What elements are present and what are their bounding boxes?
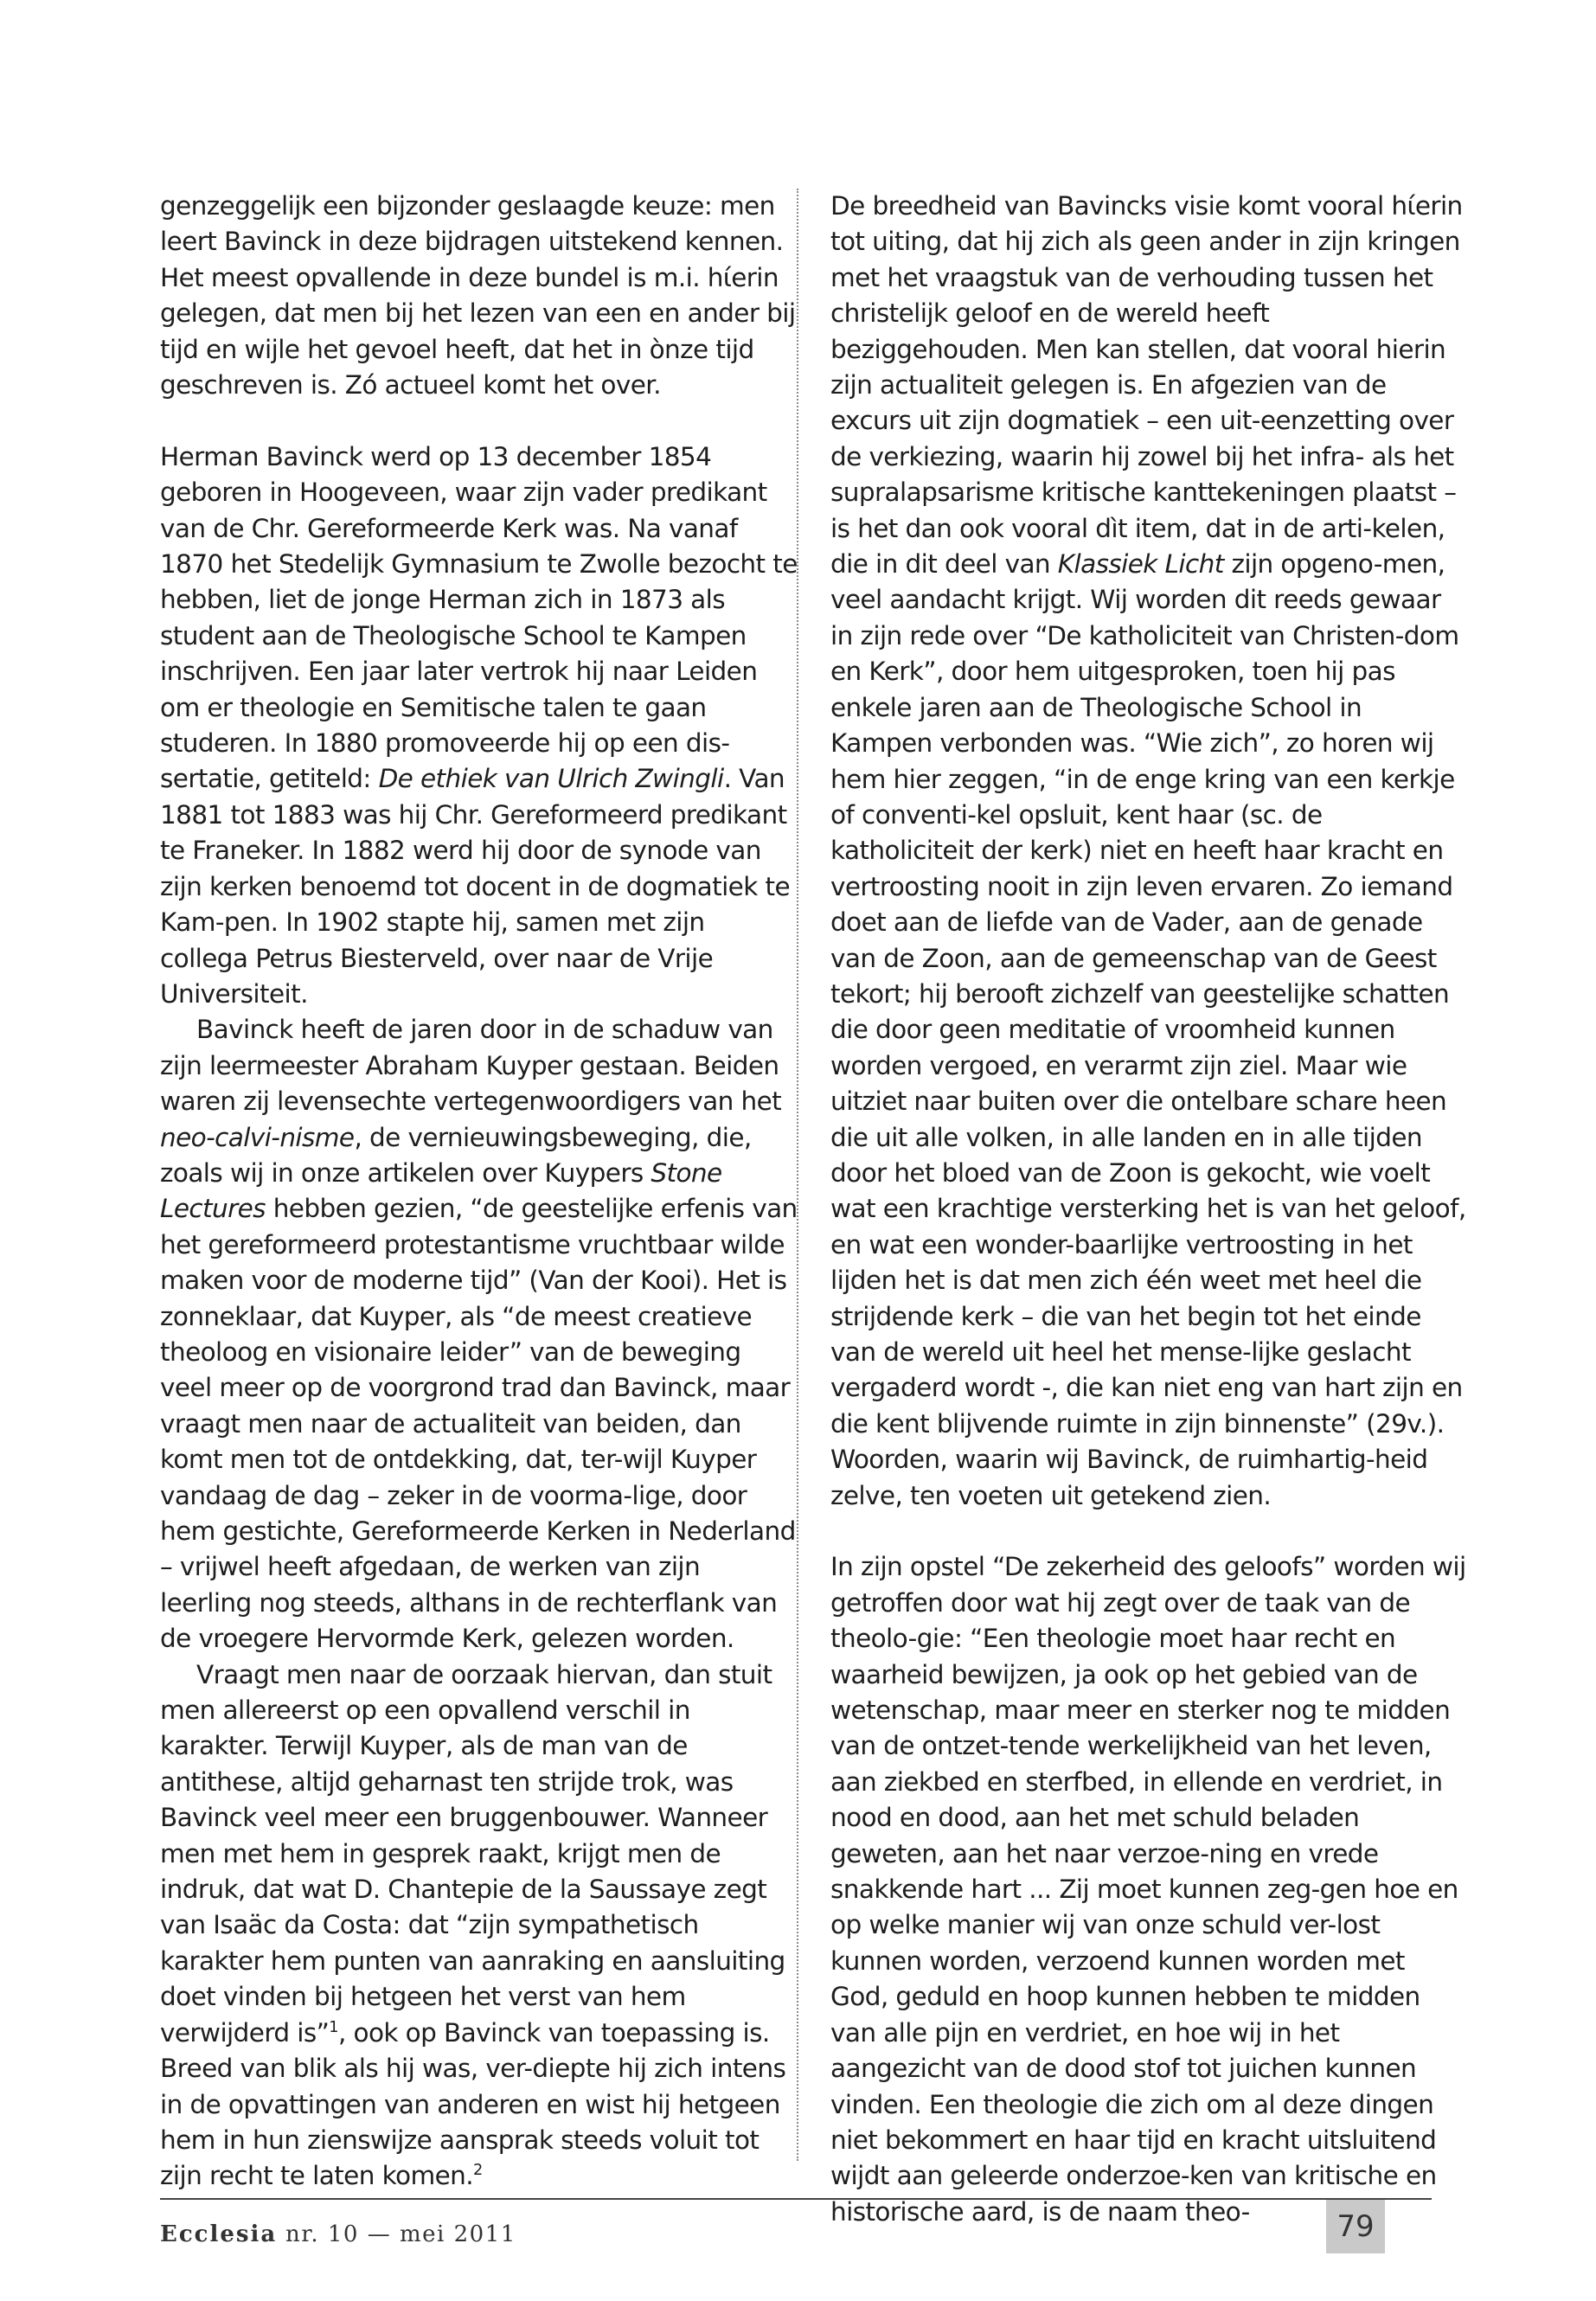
term-stone-lectures: Stone Lectures xyxy=(160,1157,722,1224)
footnote-ref-1[interactable]: 1 xyxy=(329,2018,338,2036)
book-title: De ethiek van Ulrich Zwingli xyxy=(378,764,724,794)
footer-rule xyxy=(160,2198,1432,2200)
text-run: zijn opgeno-men, veel aandacht krijgt. Wij worden dit reeds gewaar in zijn rede over “De katholiciteit van Christen-dom en Kerk”, door hem uitgesproken, toen hij pas enkele jaren aan de Theologische School in Kampen verbonden was. “Wie zich”, zo horen wij hem hier zeggen, “in de enge kring van een kerkje of conventi-kel opsluit, kent haar (sc. de katholiciteit der kerk) niet en heeft haar kracht en vertroosting nooit in zijn leven ervaren. Zo iemand doet aan de liefde van de Vader, aan de genade van de Zoon, aan de gemeenschap van de Geest tekort; hij berooft zichzelf van geestelijke schatten die door geen meditatie of vroomheid kunnen worden vergoed, en verarmt zijn ziel. Maar wie uitziet naar buiten over die ontelbare schare heen die uit alle volken, in alle landen en in alle tijden door het bloed van de Zoon is gekocht, wie voelt wat een krachtige versterking het is van het geloof, en wat een wonder-baarlijke vertroosting in het lijden het is dat men zich één weet met heel die strijdende kerk – die van het begin tot het einde van de wereld uit heel het mense-lijke geslacht vergaderd wordt -, die kan niet eng van hart zijn en die kent blijvende ruimte in zijn binnenste” (29v.). Woorden, waarin wij Bavinck, de ruimhartig-heid zelve, ten voeten uit getekend zien. xyxy=(830,549,1466,1510)
footnote-ref-2[interactable]: 2 xyxy=(473,2162,483,2180)
text-run: hebben gezien, “de geestelijke erfenis van het gereformeerd protestantisme vruchtbaar wilde maken voor de moderne tijd” (Van der Kooi). Het is zonneklaar, dat Kuyper, als “de meest creatieve theoloog en visionaire leider” van de beweging veel meer op de voorgrond trad dan Bavinck, maar vraagt men naar de actualiteit van beiden, dan komt men tot de ontdekking, dat, ter-wijl Kuyper vandaag de dag – zeker in de voorma-lige, door hem gestichte, Gereformeerde Kerken in Nederland – vrijwel heeft afgedaan, de werken van zijn leerling nog steeds, althans in de rechterflank van de vroegere Hervormde Kerk, gelezen worden. xyxy=(160,1194,798,1654)
text-run: , ook op Bavinck van toepassing is. Breed van blik als hij was, ver-diepte hij zich intens in de opvattingen van anderen en wist hij hetgeen hem in hun zienswijze aansprak steeds voluit tot zijn recht te laten komen. xyxy=(160,2017,786,2191)
journal-name: Ecclesia xyxy=(160,2221,278,2247)
paragraph xyxy=(160,1657,798,2195)
text-run: , de vernieuwingsbeweging, die, zoals wij in onze artikelen over Kuypers xyxy=(160,1122,752,1188)
text-run: De breedheid van Bavincks visie komt vooral hίerin tot uiting, dat hij zich als geen ander in zijn kringen met het vraagstuk van de verhouding tussen het christelijk geloof en de wereld heeft beziggehouden. Men kan stellen, dat vooral hierin zijn actualiteit gelegen is. En afgezien van de excurs uit zijn dogmatiek – een uit-eenzetting over de verkiezing, waarin hij zowel bij het infra- als het supralapsarisme kritische kanttekeningen plaatst – is het dan ook vooral dìt item, dat in de arti-kelen, die in dit deel van xyxy=(830,191,1463,580)
paragraph xyxy=(160,1012,798,1657)
text-run: . Van 1881 tot 1883 was hij Chr. Gereformeerd predikant te Franeker. In 1882 werd hij door de synode van zijn kerken benoemd tot docent in de dogmatiek te Kam-pen. In 1902 stapte hij, samen met zijn collega Petrus Biesterveld, over naar de Vrije Universiteit. xyxy=(160,764,790,1009)
text-run: Herman Bavinck werd op 13 december 1854 geboren in Hoogeveen, waar zijn vader predikant van de Chr. Gereformeerde Kerk was. Na vanaf 1870 het Stedelijk Gymnasium te Zwolle bezocht te hebben, liet de jonge Herman zich in 1873 als student aan de Theologische School te Kampen inschrijven. Een jaar later vertrok hij naar Leiden om er theologie en Semitische talen te gaan studeren. In 1880 promoveerde hij op een dis-sertatie, getiteld: xyxy=(160,441,798,794)
term-neo-calvinisme: neo-calvi-nisme xyxy=(160,1122,355,1152)
left-column xyxy=(160,189,798,2195)
right-column xyxy=(830,189,1468,2230)
footer-journal-info xyxy=(160,2221,516,2247)
paragraph xyxy=(160,439,798,1013)
paragraph: genzeggelijk een bijzonder geslaagde keuze: men leert Bavinck in deze bijdragen uitstekend kennen. Het meest opvallende in deze bundel is m.i. hίerin gelegen, dat men bij het lezen van een en ander bij tijd en wijle het gevoel heeft, dat het in ònze tijd geschreven is. Zó actueel komt het over. xyxy=(160,191,796,401)
paragraph: In zijn opstel “De zekerheid des geloofs” worden wij getroffen door wat hij zegt over de taak van de theolo-gie: “Een theologie moet haar recht en waarheid bewijzen, ja ook op het gebied van de wetenschap, maar meer en sterker nog te midden van de ontzet-tende werkelijkheid van het leven, aan ziekbed en sterfbed, in ellende en verdriet, in nood en dood, aan het met schuld beladen geweten, aan het naar verzoe-ning en vrede snakkende hart ... Zij moet kunnen zeg-gen hoe en op welke manier wij van onze schuld ver-lost kunnen worden, verzoend kunnen worden met God, geduld en hoop kunnen hebben te midden van alle pijn en verdriet, en hoe wij in het aangezicht van de dood stof tot juichen kunnen vinden. Een theologie die zich om al deze dingen niet bekommert en haar tijd en kracht uitsluitend wijdt aan geleerde onderzoe-ken van kritische en historische aard, is de naam theo- xyxy=(830,1552,1466,2227)
page-number: 79 xyxy=(1326,2200,1385,2253)
issue-label: nr. 10 — mei 2011 xyxy=(285,2221,516,2247)
text-run: Vraagt men naar de oorzaak hiervan, dan stuit men allereerst op een opvallend verschil in karakter. Terwijl Kuyper, als de man van de antithese, altijd geharnast ten strijde trok, was Bavinck veel meer een bruggenbouwer. Wanneer men met hem in gesprek raakt, krijgt men de indruk, dat wat D. Chantepie de la Saussaye zegt van Isaäc da Costa: dat “zijn sympathetisch karakter hem punten van aanraking en aansluiting doet vinden bij hetgeen het verst van hem verwijderd is” xyxy=(160,1659,785,2048)
text-run: Bavinck heeft de jaren door in de schaduw van zijn leermeester Abraham Kuyper gestaan. Beiden waren zij levensechte vertegenwoordigers van het xyxy=(160,1015,782,1117)
paragraph xyxy=(830,189,1468,1514)
series-title: Klassiek Licht xyxy=(1057,549,1224,580)
column-divider xyxy=(797,189,798,2161)
